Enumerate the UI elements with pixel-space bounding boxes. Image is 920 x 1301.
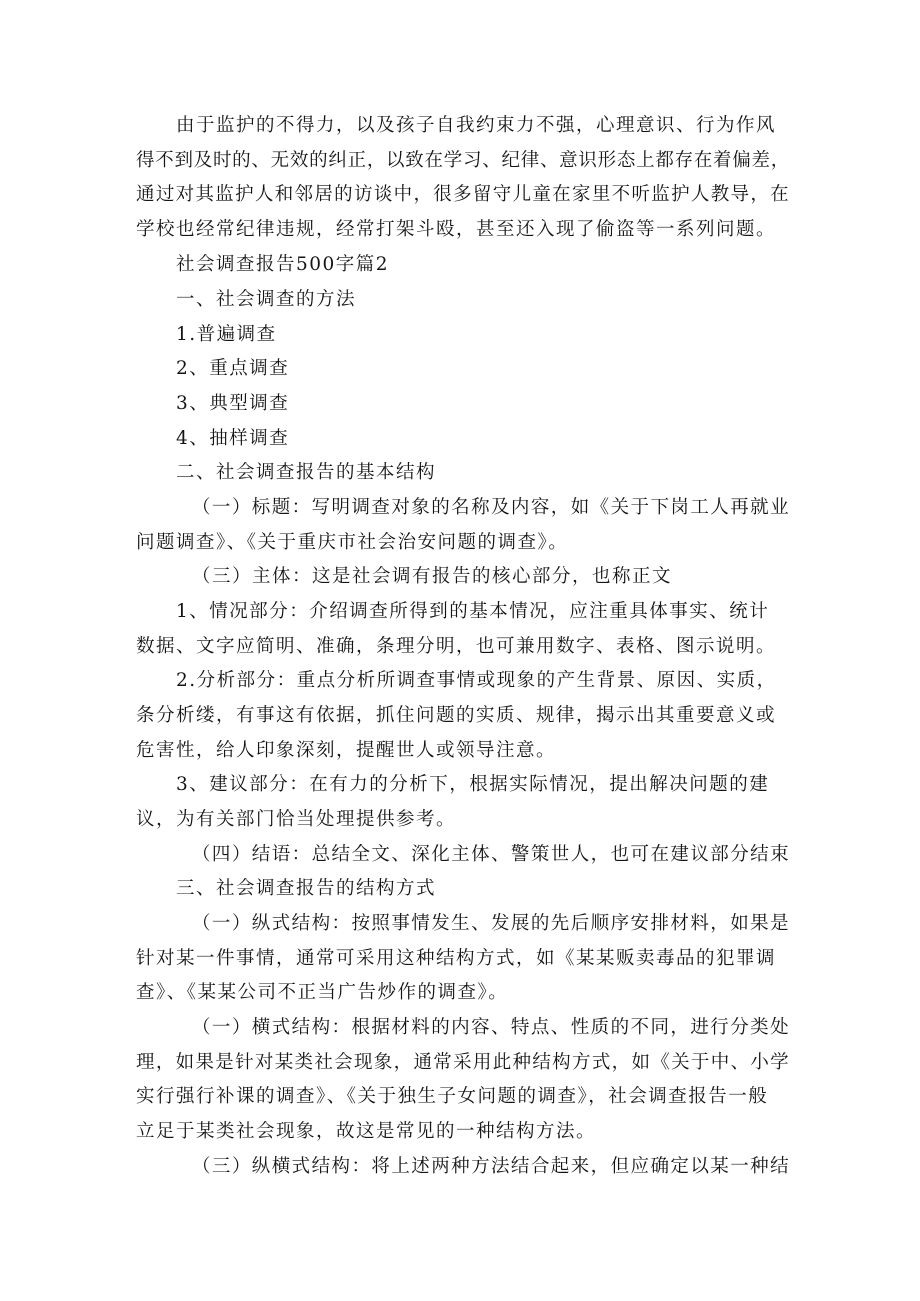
paragraph-line: （一）纵式结构：按照事情发生、发展的先后顺序安排材料，如果是 xyxy=(192,913,791,934)
list-item: 1.普遍调查 xyxy=(176,324,277,345)
paragraph-line: （一）标题：写明调查对象的名称及内容，如《关于下岗工人再就业 xyxy=(192,497,791,518)
paragraph-line: 查》、《某某公司不正当广告炒作的调查》。 xyxy=(136,982,509,1003)
paragraph-line: 得不到及时的、无效的纠正，以致在学习、纪律、意识形态上都存在着偏差， xyxy=(136,150,791,171)
list-item: 2、重点调查 xyxy=(176,358,290,379)
paragraph-line: 1、情况部分：介绍调查所得到的基本情况，应注重具体事实、统计 xyxy=(176,601,770,622)
paragraph-line: （三）纵横式结构：将上述两种方法结合起来，但应确定以某一种结 xyxy=(192,1156,791,1177)
paragraph-line: 危害性，给人印象深刻，提醒世人或领导注意。 xyxy=(136,740,557,761)
paragraph-line: （四）结语：总结全文、深化主体、警策世人，也可在建议部分结束 xyxy=(192,844,791,865)
paragraph-line: 议，为有关部门恰当处理提供参考。 xyxy=(136,809,457,830)
list-item: 3、典型调查 xyxy=(176,393,290,414)
section-heading: 三、社会调查报告的结构方式 xyxy=(176,878,437,899)
paragraph-line: 问题调查》、《关于重庆市社会治安问题的调查》。 xyxy=(136,532,569,553)
section-heading: 一、社会调查的方法 xyxy=(176,289,357,310)
paragraph-line: （三）主体：这是社会调有报告的核心部分，也称正文 xyxy=(192,566,673,587)
section-heading: 二、社会调查报告的基本结构 xyxy=(176,462,437,483)
paragraph-line: 2.分析部分：重点分析所调查事情或现象的产生背景、原因、实质， xyxy=(176,670,777,691)
paragraph-line: 理，如果是针对某类社会现象，通常采用此种结构方式，如《关于中、小学 xyxy=(136,1052,791,1073)
paragraph-line: （一）横式结构：根据材料的内容、特点、性质的不同，进行分类处 xyxy=(192,1017,791,1038)
paragraph-line: 学校也经常纪律违规，经常打架斗殴，甚至还入现了偷盗等一系列问题。 xyxy=(136,219,777,240)
paragraph-line: 实行强行补课的调查》、《关于独生子女问题的调查》，社会调查报告一般 xyxy=(136,1086,769,1107)
paragraph-line: 针对某一件事情，通常可采用这种结构方式，如《某某贩卖毒品的犯罪调 xyxy=(136,948,777,969)
section-heading: 社会调查报告500字篇2 xyxy=(176,254,390,275)
paragraph-line: 数据、文字应简明、准确，条理分明，也可兼用数字、表格、图示说明。 xyxy=(136,636,777,657)
paragraph-line: 3、建议部分：在有力的分析下，根据实际情况，提出解决问题的建 xyxy=(176,774,770,795)
paragraph-line: 由于监护的不得力，以及孩子自我约束力不强，心理意识、行为作风 xyxy=(176,115,777,136)
list-item: 4、抽样调查 xyxy=(176,428,290,449)
paragraph-line: 通过对其监护人和邻居的访谈中，很多留守儿童在家里不听监护人教导，在 xyxy=(136,184,791,205)
paragraph-line: 条分析缕，有事这有依据，抓住问题的实质、规律，揭示出其重要意义或 xyxy=(136,705,777,726)
paragraph-line: 立足于某类社会现象，故这是常见的一种结构方法。 xyxy=(136,1121,597,1142)
